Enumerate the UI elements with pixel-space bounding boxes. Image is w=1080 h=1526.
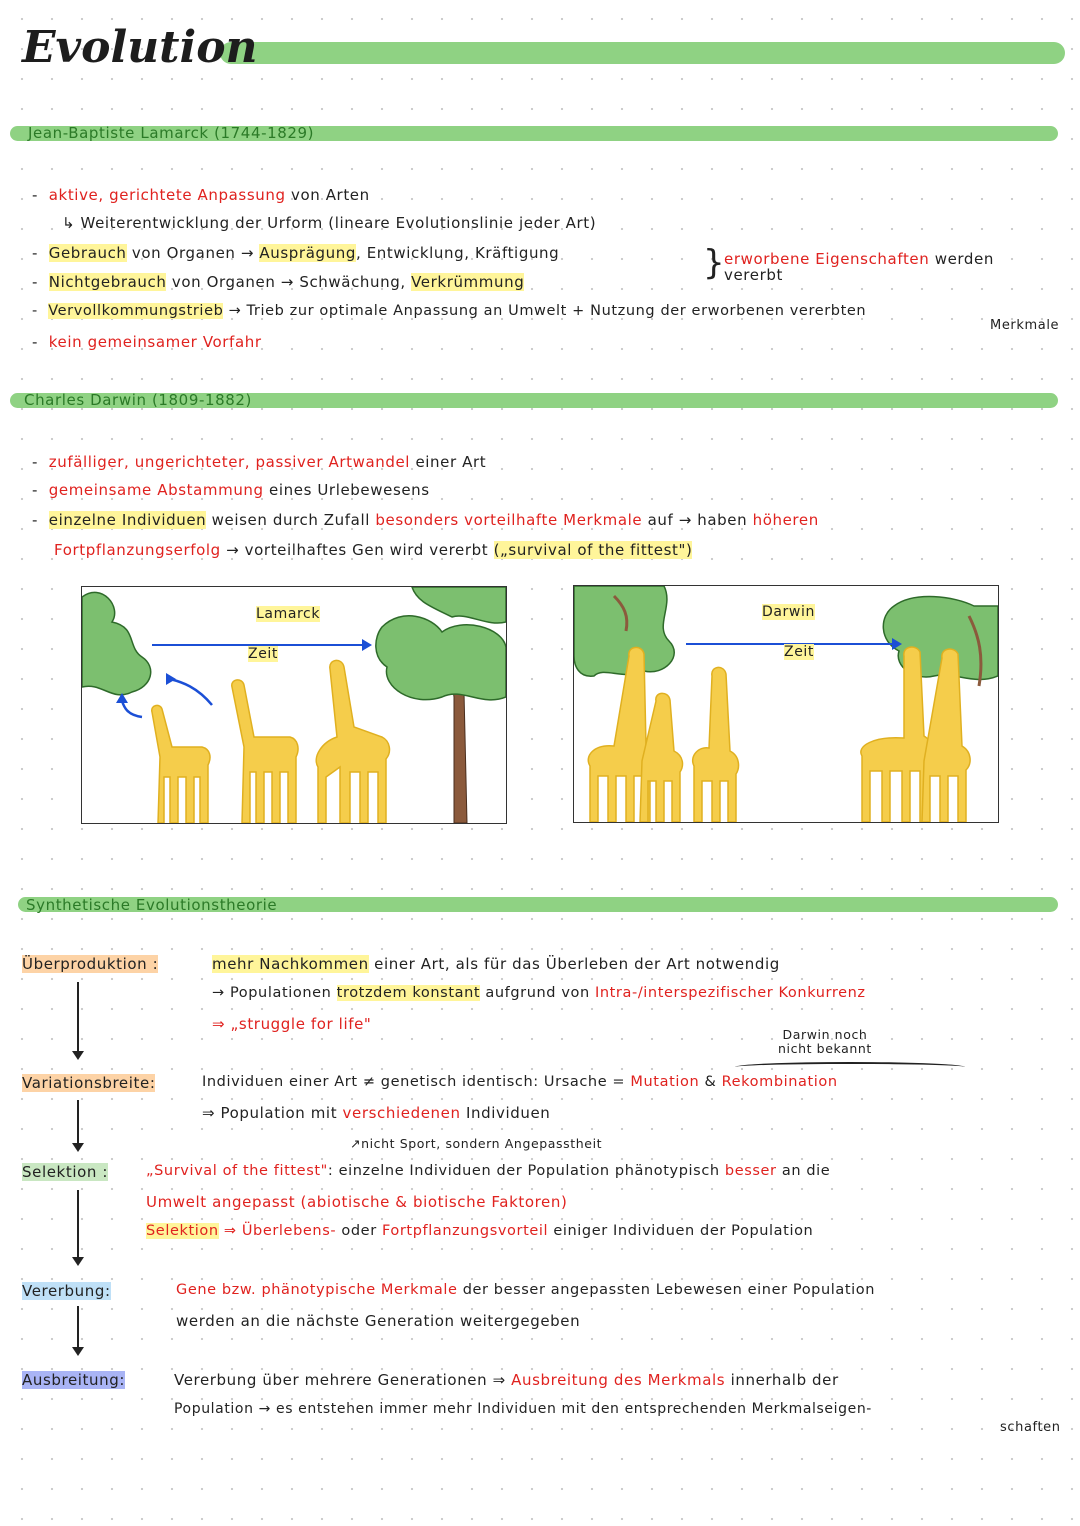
- page-title: Evolution: [22, 22, 258, 73]
- darwin-giraffes: [588, 647, 970, 822]
- darwin-bullet-2: - gemeinsame Abstammung eines Urlebewesens: [32, 481, 430, 499]
- lamarck-bullet-1-sub: ↳ Weiterentwicklung der Urform (lineare Evolutionslinie jeder Art): [62, 214, 597, 232]
- selektion-label: Selektion :: [22, 1163, 108, 1181]
- lamarck-bullet-4-end: Merkmale: [990, 318, 1060, 333]
- vererbung-label: Vererbung:: [22, 1282, 111, 1300]
- lamarck-illustration: [82, 587, 506, 823]
- ausbreitung-line-3: schaften: [1000, 1420, 1061, 1435]
- darwin-figure-time: Zeit: [784, 644, 814, 660]
- flow-arrow-3: [77, 1190, 79, 1264]
- flow-arrow-2: [77, 1100, 79, 1150]
- darwin-bullet-3: - einzelne Individuen weisen durch Zufall besonders vorteilhafte Merkmale auf → haben höheren: [32, 511, 819, 529]
- variationsbreite-label: Variationsbreite:: [22, 1074, 156, 1092]
- lamarck-heading: Jean-Baptiste Lamarck (1744-1829): [28, 124, 315, 142]
- darwin-illustration: [574, 586, 998, 822]
- lamarck-bullet-5: - kein gemeinsamer Vorfahr: [32, 333, 262, 351]
- synth-heading: Synthetische Evolutionstheorie: [26, 896, 278, 914]
- darwin-heading: Charles Darwin (1809-1882): [24, 391, 253, 409]
- ausbreitung-label: Ausbreitung:: [22, 1371, 126, 1389]
- ueberproduktion-line-1: mehr Nachkommen einer Art, als für das Überleben der Art notwendig: [212, 955, 780, 973]
- variationsbreite-line-1: Individuen einer Art ≠ genetisch identisch: Ursache = Mutation & Rekombination: [202, 1074, 838, 1090]
- flow-arrow-4: [77, 1306, 79, 1354]
- darwin-bullet-1: - zufälliger, ungerichteter, passiver Artwandel einer Art: [32, 453, 487, 471]
- lamarck-tree: [376, 587, 506, 823]
- lamarck-foliage: [82, 592, 151, 694]
- vererbung-line-1: Gene bzw. phänotypische Merkmale der besser angepassten Lebewesen einer Population: [176, 1282, 876, 1298]
- ueberproduktion-label: Überproduktion :: [22, 955, 159, 973]
- vererbung-line-2: werden an die nächste Generation weitergegeben: [176, 1312, 581, 1330]
- selektion-line-3: Selektion ⇒ Überlebens- oder Fortpflanzungsvorteil einiger Individuen der Population: [146, 1223, 814, 1239]
- darwin-note-bracket: [735, 1062, 965, 1072]
- lamarck-figure-label: Lamarck: [256, 606, 321, 622]
- lamarck-bullet-4: - Vervollkommungstrieb → Trieb zur optimale Anpassung an Umwelt + Nutzung der erworbenen vererbten: [32, 303, 867, 319]
- title-bar: [220, 42, 1065, 64]
- darwin-bullet-3-line2: Fortpflanzungserfolg → vorteilhaftes Gen wird vererbt („survival of the fittest"): [54, 541, 693, 559]
- selektion-line-1: „Survival of the fittest": einzelne Individuen der Population phänotypisch besser an die: [146, 1163, 831, 1179]
- darwin-figure-label: Darwin: [762, 604, 815, 620]
- lamarck-bullet-1: - aktive, gerichtete Anpassung von Arten: [32, 186, 370, 204]
- ausbreitung-line-1: Vererbung über mehrere Generationen ⇒ Ausbreitung des Merkmals innerhalb der: [174, 1371, 839, 1389]
- selektion-note: ↗nicht Sport, sondern Angepasstheit: [350, 1136, 603, 1151]
- brace: }: [703, 243, 725, 283]
- darwin-figure: [573, 585, 999, 823]
- variationsbreite-line-2: ⇒ Population mit verschiedenen Individuen: [202, 1104, 551, 1122]
- lamarck-bullet-2: - Gebrauch von Organen → Ausprägung, Entwicklung, Kräftigung: [32, 244, 560, 262]
- lamarck-figure-time: Zeit: [248, 646, 278, 662]
- brace-note: erworbene Eigenschaften werden vererbt: [724, 250, 994, 284]
- flow-arrow-1: [77, 982, 79, 1058]
- darwin-note: Darwin noch nicht bekannt: [778, 1027, 872, 1056]
- selektion-line-2: Umwelt angepasst (abiotische & biotische Faktoren): [146, 1193, 568, 1211]
- ausbreitung-line-2: Population → es entstehen immer mehr Individuen mit den entsprechenden Merkmalseigen-: [174, 1401, 872, 1417]
- ueberproduktion-line-3: ⇒ „struggle for life": [212, 1015, 372, 1033]
- lamarck-bullet-3: - Nichtgebrauch von Organen → Schwächung, Verkrümmung: [32, 273, 525, 291]
- ueberproduktion-line-2: → Populationen trotzdem konstant aufgrund von Intra-/interspezifischer Konkurrenz: [212, 985, 866, 1001]
